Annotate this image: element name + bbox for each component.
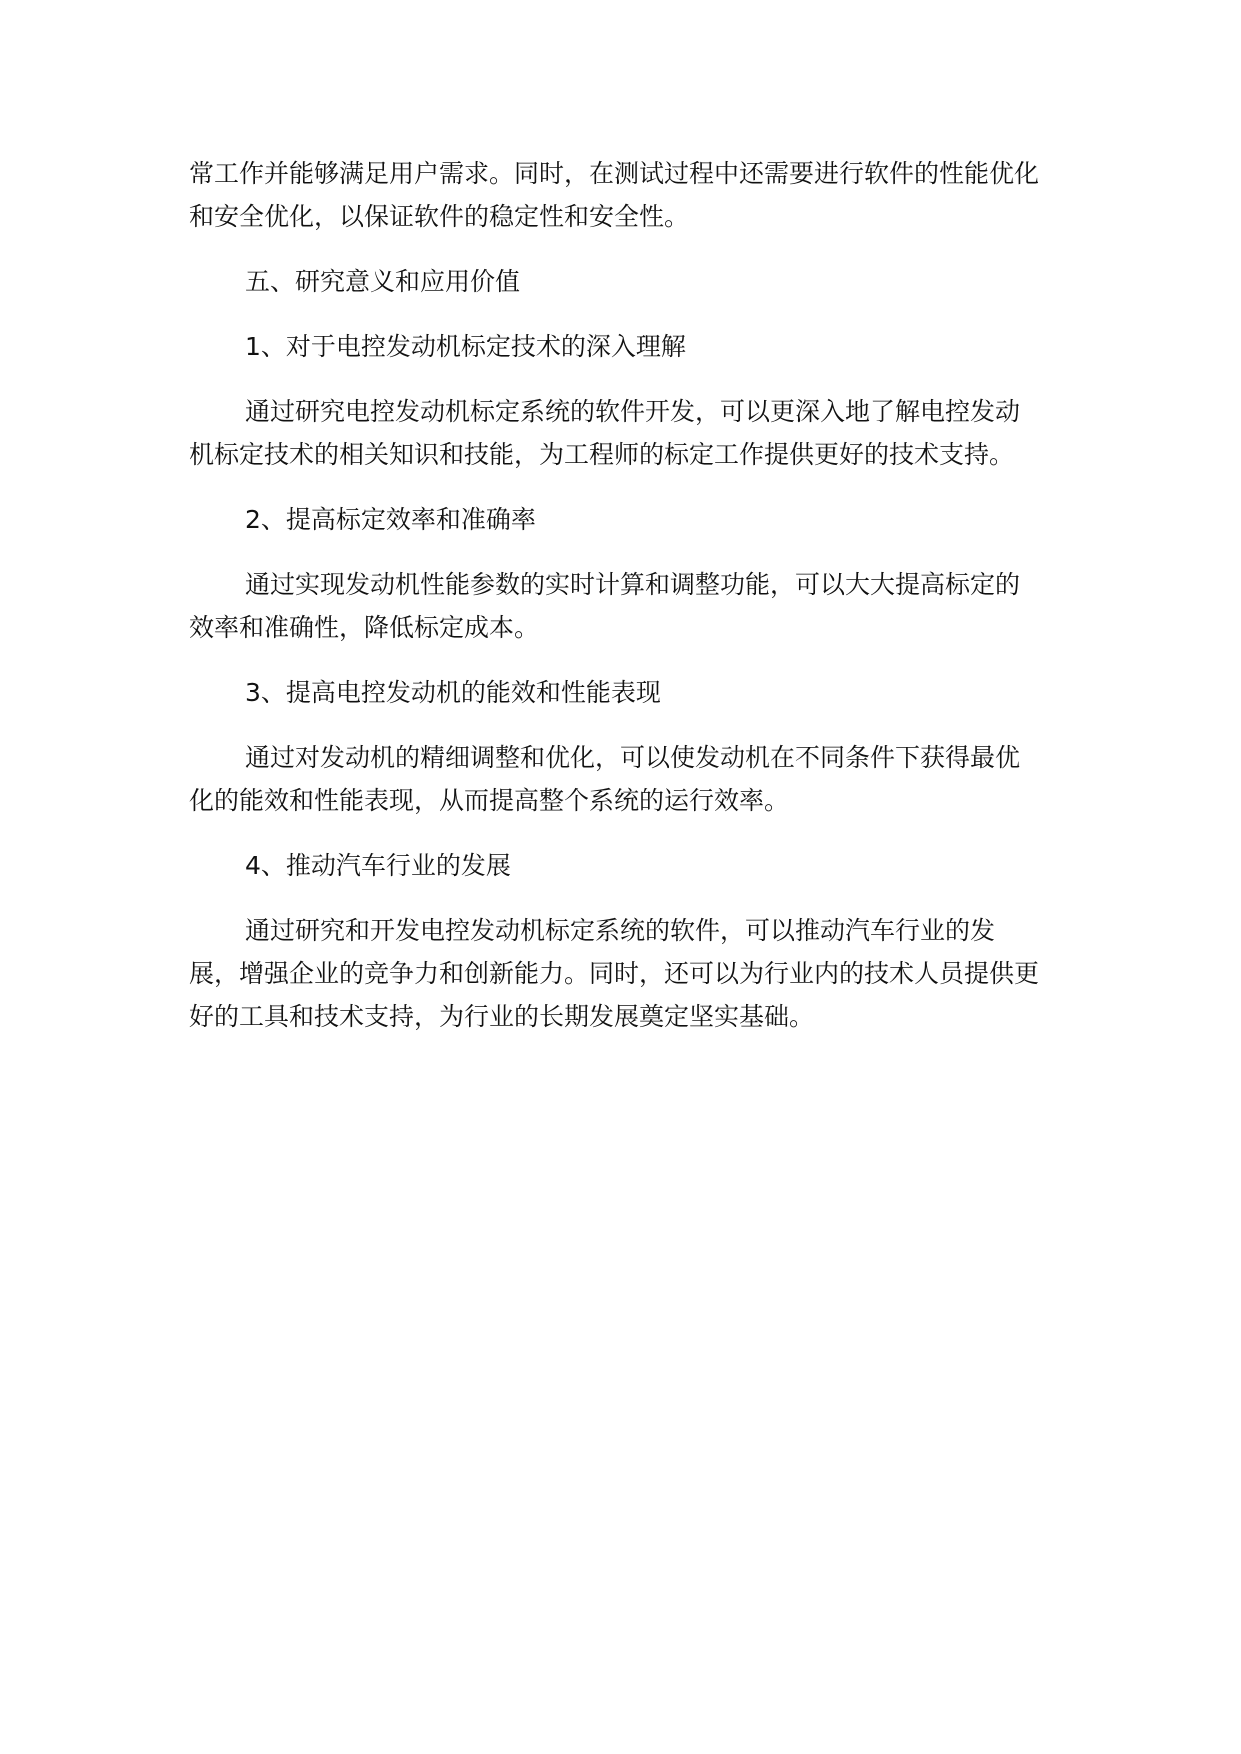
body-paragraph: 常工作并能够满足用户需求。同时，在测试过程中还需要进行软件的性能优化和安全优化，以保证软件的稳定性和安全性。	[189, 159, 1040, 231]
subsection-heading: 4、推动汽车行业的发展	[245, 851, 511, 880]
body-paragraph: 通过实现发动机性能参数的实时计算和调整功能，可以大大提高标定的效率和准确性，降低标定成本。	[189, 570, 1021, 642]
body-paragraph: 通过研究电控发动机标定系统的软件开发，可以更深入地了解电控发动机标定技术的相关知识和技能，为工程师的标定工作提供更好的技术支持。	[189, 397, 1021, 469]
section-heading: 五、研究意义和应用价值	[245, 267, 521, 296]
body-paragraph: 通过研究和开发电控发动机标定系统的软件，可以推动汽车行业的发展，增强企业的竞争力和创新能力。同时，还可以为行业内的技术人员提供更好的工具和技术支持，为行业的长期发展奠定坚实基础。	[189, 916, 1040, 1031]
body-paragraph: 通过对发动机的精细调整和优化，可以使发动机在不同条件下获得最优化的能效和性能表现，从而提高整个系统的运行效率。	[189, 743, 1021, 815]
document-body	[189, 152, 1039, 1060]
subsection-heading: 1、对于电控发动机标定技术的深入理解	[245, 332, 686, 361]
subsection-heading: 2、提高标定效率和准确率	[245, 505, 536, 534]
subsection-heading: 3、提高电控发动机的能效和性能表现	[245, 678, 661, 707]
